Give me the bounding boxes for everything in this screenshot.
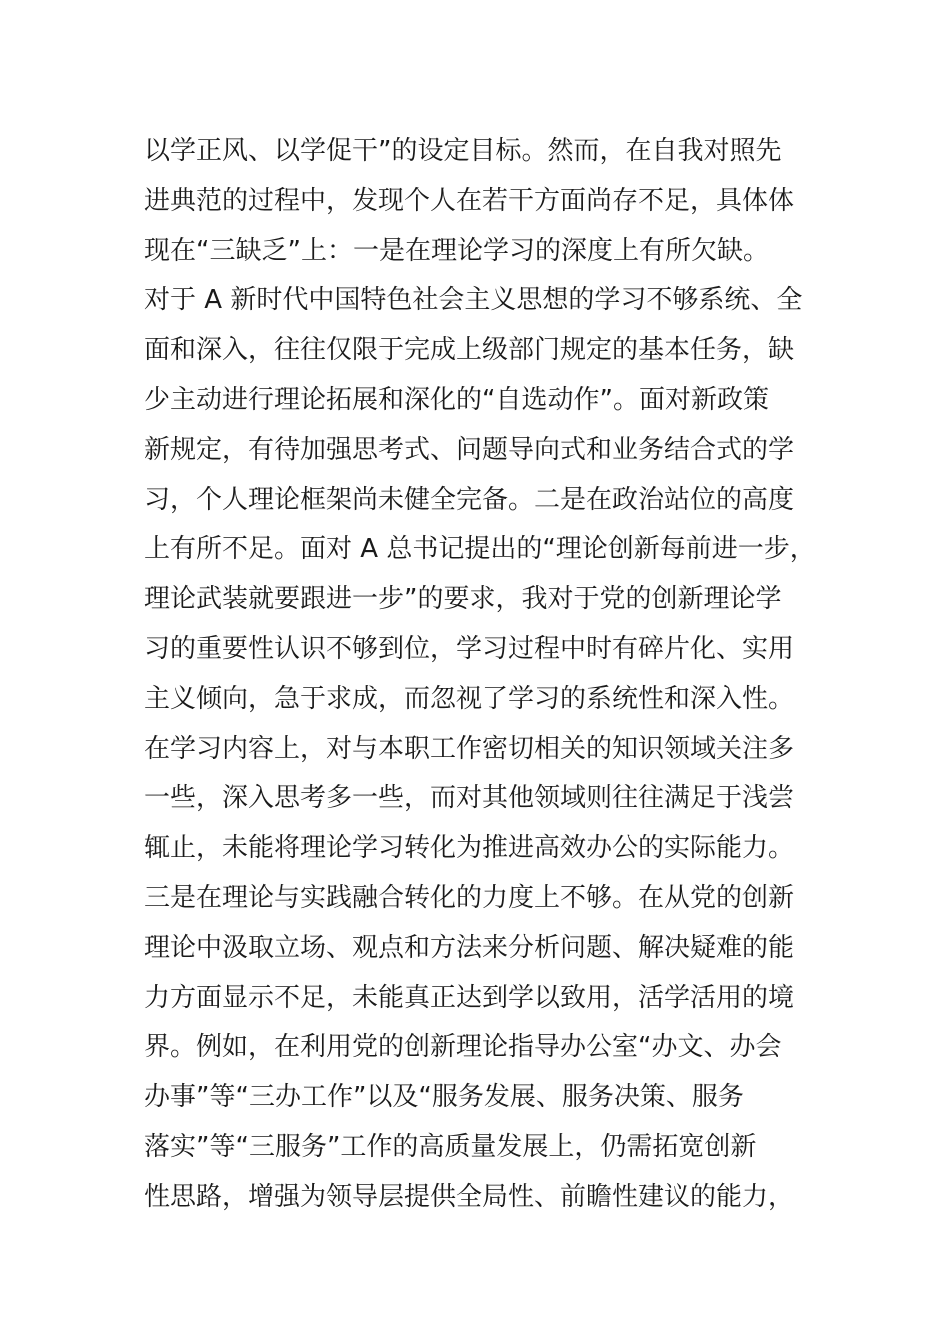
text-line: 新规定，有待加强思考式、问题导向式和业务结合式的学 bbox=[144, 434, 795, 465]
text-line: 性思路，增强为领导层提供全局性、前瞻性建议的能力， bbox=[144, 1181, 795, 1212]
text-line: 界。例如，在利用党的创新理论指导办公室“办文、办会 bbox=[144, 1032, 782, 1063]
text-line: 习的重要性认识不够到位，学习过程中时有碎片化、实用 bbox=[144, 633, 795, 664]
text-line: 办事”等“三办工作”以及“服务发展、服务决策、服务 bbox=[144, 1082, 744, 1113]
text-line: 面和深入，往往仅限于完成上级部门规定的基本任务，缺 bbox=[144, 335, 795, 366]
text-line: 习，个人理论框架尚未健全完备。二是在政治站位的高度 bbox=[144, 484, 795, 515]
text-line: 现在“三缺乏”上：一是在理论学习的深度上有所欠缺。 bbox=[144, 235, 769, 266]
text-line: 上有所不足。面对 A 总书记提出的“理论创新每前进一步， bbox=[144, 534, 816, 565]
text-line: 在学习内容上，对与本职工作密切相关的知识领域关注多 bbox=[144, 733, 795, 764]
body-text bbox=[144, 127, 844, 1223]
text-line: 落实”等“三服务”工作的高质量发展上，仍需拓宽创新 bbox=[144, 1131, 757, 1162]
text-line: 三是在理论与实践融合转化的力度上不够。在从党的创新 bbox=[144, 882, 795, 913]
text-line: 理论武装就要跟进一步”的要求，我对于党的创新理论学 bbox=[144, 584, 782, 615]
text-line: 主义倾向，急于求成，而忽视了学习的系统性和深入性。 bbox=[144, 683, 795, 714]
text-line: 理论中汲取立场、观点和方法来分析问题、解决疑难的能 bbox=[144, 932, 795, 963]
text-line: 辄止，未能将理论学习转化为推进高效办公的实际能力。 bbox=[144, 833, 795, 864]
text-line: 力方面显示不足，未能真正达到学以致用，活学活用的境 bbox=[144, 982, 795, 1013]
text-line: 以学正风、以学促干”的设定目标。然而，在自我对照先 bbox=[144, 136, 782, 166]
text-line: 对于 A 新时代中国特色社会主义思想的学习不够系统、全 bbox=[144, 285, 803, 316]
text-line: 少主动进行理论拓展和深化的“自选动作”。面对新政策 bbox=[144, 384, 769, 415]
text-line: 一些，深入思考多一些，而对其他领域则往往满足于浅尝 bbox=[144, 783, 795, 814]
text-line: 进典范的过程中，发现个人在若干方面尚存不足，具体体 bbox=[144, 185, 795, 216]
